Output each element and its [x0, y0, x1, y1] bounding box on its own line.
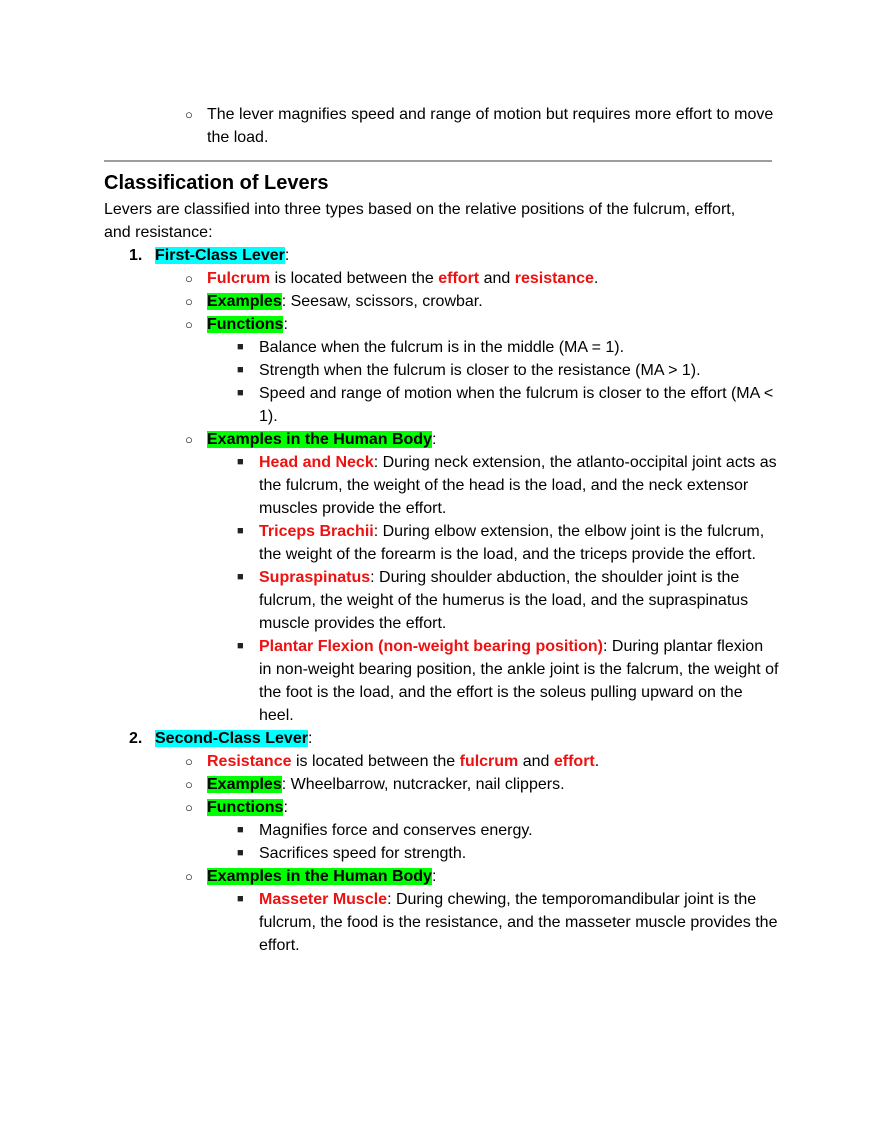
- hollow-bullet-icon: ○: [185, 271, 193, 286]
- list-item-level-2: [185, 103, 775, 149]
- hollow-bullet-icon: ○: [185, 754, 193, 769]
- emphasis-term: effort: [438, 270, 480, 287]
- list-item-level-3: [237, 359, 779, 382]
- list-item-level-2: [185, 750, 775, 773]
- text-run: and: [518, 753, 554, 770]
- document-content: [104, 103, 784, 957]
- list-item-level-3: [237, 336, 779, 359]
- hollow-bullet-icon: ○: [185, 294, 193, 309]
- square-bullet-icon: ■: [237, 456, 244, 468]
- text-run: : During neck extension, the atlanto-occipital joint acts as the fulcrum, the weight of the head is the load, and the neck extensor muscles provide the effort.: [259, 454, 777, 517]
- text-run: : Seesaw, scissors, crowbar.: [281, 293, 483, 310]
- square-bullet-icon: ■: [237, 525, 244, 537]
- emphasis-term: Head and Neck: [259, 454, 374, 471]
- list-item-level-2: [185, 773, 775, 796]
- highlighted-label: Examples in the Human Body: [207, 431, 432, 448]
- list-item-level-2: [185, 865, 775, 888]
- square-bullet-icon: ■: [237, 364, 244, 376]
- horizontal-rule: [104, 160, 772, 162]
- text-run: : Wheelbarrow, nutcracker, nail clippers.: [281, 776, 565, 793]
- text-run: is located between the: [270, 270, 439, 287]
- text-run: Strength when the fulcrum is closer to the resistance (MA > 1).: [259, 362, 701, 379]
- hollow-bullet-icon: ○: [185, 317, 193, 332]
- text-run: : During elbow extension, the elbow joint is the fulcrum, the weight of the forearm is the load, and the triceps provide the effort.: [259, 523, 765, 563]
- highlighted-label: Functions: [207, 316, 284, 333]
- highlighted-label: Examples: [207, 776, 282, 793]
- emphasis-term: Triceps Brachii: [259, 523, 374, 540]
- list-number: 1.: [129, 247, 143, 264]
- text-run: : During chewing, the temporomandibular joint is the fulcrum, the food is the resistance, and the masseter muscle provides the effort.: [259, 891, 778, 954]
- square-bullet-icon: ■: [237, 824, 244, 836]
- emphasis-term: Resistance: [207, 753, 292, 770]
- square-bullet-icon: ■: [237, 571, 244, 583]
- hollow-bullet-icon: ○: [185, 432, 193, 447]
- text-run: and: [479, 270, 515, 287]
- list-item-level-3: [237, 819, 779, 842]
- list-item-level-2: [185, 428, 775, 451]
- text-run: The lever magnifies speed and range of motion but requires more effort to move the load.: [207, 106, 774, 146]
- list-item-level-2: [185, 796, 775, 819]
- text-run: :: [283, 799, 288, 816]
- emphasis-term: Fulcrum: [207, 270, 271, 287]
- highlighted-label: Examples in the Human Body: [207, 868, 432, 885]
- text-run: : During shoulder abduction, the shoulder joint is the fulcrum, the weight of the humerus is the load, and the supraspinatus muscle provides the effort.: [259, 569, 749, 632]
- list-item-level-3: [237, 451, 779, 520]
- highlighted-label: First-Class Lever: [155, 247, 285, 264]
- emphasis-term: effort: [553, 753, 595, 770]
- list-item-level-1: [129, 244, 775, 267]
- text-run: Balance when the fulcrum is in the middle (MA = 1).: [259, 339, 625, 356]
- emphasis-term: fulcrum: [459, 753, 519, 770]
- square-bullet-icon: ■: [237, 847, 244, 859]
- list-item-level-1: [129, 727, 775, 750]
- list-item-level-3: [237, 635, 779, 727]
- text-run: :: [284, 247, 290, 264]
- intro-list: [104, 103, 784, 149]
- highlighted-label: Second-Class Lever: [155, 730, 308, 747]
- square-bullet-icon: ■: [237, 640, 244, 652]
- emphasis-term: Supraspinatus: [259, 569, 371, 586]
- emphasis-term: Plantar Flexion (non-weight bearing position): [259, 638, 603, 655]
- text-run: .: [593, 270, 599, 287]
- intro-paragraph: Levers are classified into three types based on the relative positions of the fulcrum, effort, and resistance:: [104, 201, 736, 241]
- emphasis-term: Masseter Muscle: [259, 891, 388, 908]
- list-item-level-3: [237, 520, 779, 566]
- list-item-level-2: [185, 290, 775, 313]
- text-run: :: [431, 868, 437, 885]
- text-run: : During plantar flexion in non-weight bearing position, the ankle joint is the falcrum, the weight of the foot is the load, and the effort is the soleus pulling upward on the heel.: [259, 638, 779, 724]
- list-item-level-3: [237, 842, 779, 865]
- text-run: is located between the: [291, 753, 460, 770]
- list-item-level-3: [237, 566, 779, 635]
- text-run: :: [431, 431, 437, 448]
- square-bullet-icon: ■: [237, 387, 244, 399]
- square-bullet-icon: ■: [237, 341, 244, 353]
- list-item-level-3: [237, 382, 779, 428]
- highlighted-label: Functions: [207, 799, 284, 816]
- hollow-bullet-icon: ○: [185, 800, 193, 815]
- hollow-bullet-icon: ○: [185, 107, 193, 122]
- hollow-bullet-icon: ○: [185, 777, 193, 792]
- text-run: :: [283, 316, 288, 333]
- list-item-level-2: [185, 267, 775, 290]
- highlighted-label: Examples: [207, 293, 282, 310]
- section-heading: Classification of Levers: [104, 172, 329, 194]
- text-run: .: [594, 753, 600, 770]
- text-run: Speed and range of motion when the fulcrum is closer to the effort (MA < 1).: [259, 385, 774, 425]
- hollow-bullet-icon: ○: [185, 869, 193, 884]
- square-bullet-icon: ■: [237, 893, 244, 905]
- text-run: Sacrifices speed for strength.: [259, 845, 467, 862]
- lever-classification-list: [104, 244, 784, 957]
- list-item-level-2: [185, 313, 775, 336]
- list-item-level-3: [237, 888, 779, 957]
- list-number: 2.: [129, 730, 143, 747]
- emphasis-term: resistance: [514, 270, 594, 287]
- text-run: :: [307, 730, 313, 747]
- text-run: Magnifies force and conserves energy.: [259, 822, 533, 839]
